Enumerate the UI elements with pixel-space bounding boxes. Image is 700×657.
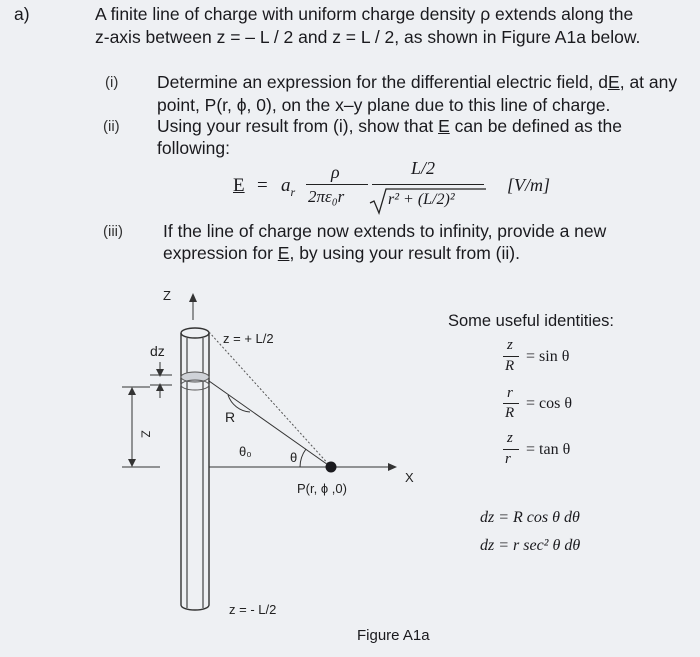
theta-arc: [300, 449, 306, 467]
intro-line-2: z-axis between z = – L / 2 and z = L / 2, as shown in Figure A1a below.: [95, 27, 641, 47]
top-to-point-line: [209, 332, 331, 467]
equation-num-1: ρ: [331, 162, 340, 182]
line-of-charge-cylinder: [181, 328, 209, 610]
identity-3-bar: [503, 449, 519, 450]
identity-3-den: r: [505, 451, 511, 467]
cylinder-top-ellipse: [181, 328, 209, 338]
identity-1-rhs: = sin θ: [526, 348, 570, 365]
identity-2-num: r: [507, 385, 513, 401]
identity-1-num: z: [507, 337, 513, 353]
equation-unit-vector: $a_r$: [281, 175, 296, 199]
identity-dz-2: dz = r sec² θ dθ: [480, 537, 581, 554]
point-label: P(r, ϕ ,0): [297, 481, 347, 496]
equation-num-2: L/2: [411, 158, 436, 178]
intro-line-1: A finite line of charge with uniform charge density ρ extends along the: [95, 4, 634, 24]
R-label: R: [225, 409, 236, 425]
identity-3-rhs: = tan θ: [526, 441, 571, 458]
z-dimension-label: Z: [138, 430, 153, 438]
x-axis-arrowhead: [388, 463, 397, 471]
theta0-label: θ₀: [239, 444, 252, 459]
part-ii-label: (ii): [103, 118, 120, 135]
identity-2-den: R: [505, 405, 515, 421]
equation-units: [V/m]: [507, 175, 551, 195]
point-P: [326, 462, 337, 473]
theta-label: θ: [290, 450, 298, 465]
part-ii-line-2: following:: [157, 138, 230, 158]
identities-title: Some useful identities:: [448, 312, 615, 330]
part-i-label: (i): [105, 74, 119, 91]
part-label: a): [14, 4, 30, 24]
identity-1-bar: [503, 356, 519, 357]
identity-3-num: z: [507, 430, 513, 446]
part-iii-line-1: If the line of charge now extends to infinity, provide a new: [163, 221, 607, 241]
equation-lhs: E: [233, 175, 245, 196]
z-axis-label: Z: [163, 288, 171, 303]
part-i-line-2: point, P(r, ϕ, 0), on the x–y plane due to this line of charge.: [157, 95, 611, 115]
equation-den-1: 2πε₀r: [308, 187, 345, 206]
identity-1-den: R: [505, 358, 515, 374]
identity-2-rhs: = cos θ: [526, 395, 573, 412]
x-axis-label: X: [405, 470, 414, 485]
dz-label: dz: [150, 343, 165, 359]
top-end-label: z = + L/2: [223, 331, 274, 346]
part-i-line-1: Determine an expression for the differential electric field, dE, at any: [157, 72, 678, 92]
z-axis-arrowhead: [189, 293, 197, 302]
part-iii-label: (iii): [103, 223, 123, 240]
figure-caption: Figure A1a: [357, 627, 430, 644]
part-ii-line-1: Using your result from (i), show that E can be defined as the: [157, 116, 622, 136]
identity-dz-1: dz = R cos θ dθ: [480, 509, 580, 526]
equation-den-2: r² + (L/2)²: [388, 191, 455, 208]
bottom-end-label: z = - L/2: [229, 602, 277, 617]
identity-2-bar: [503, 403, 519, 404]
equation-equals: =: [257, 175, 268, 196]
part-iii-line-2: expression for E, by using your result from (ii).: [163, 243, 520, 263]
